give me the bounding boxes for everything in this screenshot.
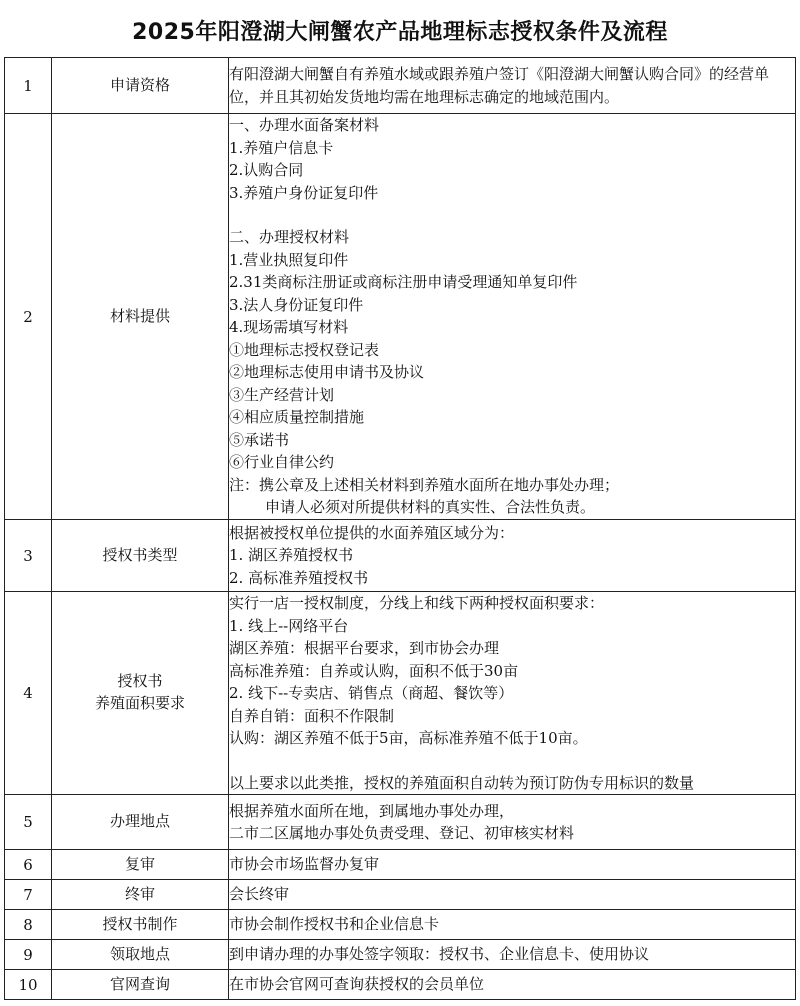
row-content (229, 880, 796, 910)
requirements-table (4, 57, 796, 1000)
content-line: ⑤承诺书 (229, 430, 290, 449)
row-number: 2 (5, 114, 52, 520)
content-line: 一、办理水面备案材料 (229, 116, 380, 135)
row-item (52, 850, 229, 880)
row-content (229, 795, 796, 850)
content-line: 认购：湖区养殖不低于5亩，高标准养殖不低于10亩。 (229, 729, 588, 747)
row-item-label: 养殖面积要求 (94, 694, 185, 712)
row-number: 1 (5, 58, 52, 114)
content-line: 2.31类商标注册证或商标注册申请受理通知单复印件 (229, 273, 578, 292)
page-title: 2025年阳澄湖大闸蟹农产品地理标志授权条件及流程 (132, 19, 668, 45)
row-item-label: 办理地点 (109, 812, 170, 831)
content-note-line: 申请人必须对所提供材料的真实性、合法性负责。 (265, 498, 596, 517)
content-line: 3.法人身份证复印件 (229, 295, 364, 314)
content-line: 1.营业执照复印件 (229, 250, 349, 269)
row-number: 6 (5, 850, 52, 880)
content-line: 二市二区属地办事处负责受理、登记、初审核实材料 (229, 824, 575, 842)
row-content (229, 910, 796, 940)
content-line: 3.养殖户身份证复印件 (229, 183, 379, 202)
table-row (5, 880, 796, 910)
row-item-label: 材料提供 (109, 306, 170, 325)
table-row (5, 910, 796, 940)
content-line: 二、办理授权材料 (229, 228, 350, 247)
row-item (52, 114, 229, 520)
row-content (229, 58, 796, 114)
content-line: 1. 湖区养殖授权书 (229, 546, 354, 565)
content-line: 在市协会官网可查询获授权的会员单位 (229, 975, 485, 994)
content-line: 会长终审 (229, 885, 290, 904)
row-content (229, 520, 796, 592)
row-number: 5 (5, 795, 52, 850)
table-row (5, 592, 796, 795)
content-line: 1.养殖户信息卡 (229, 138, 334, 157)
row-number: 3 (5, 520, 52, 592)
row-item-label: 授权书类型 (102, 545, 178, 564)
row-item-label: 领取地点 (109, 944, 170, 963)
content-line: 2. 高标准养殖授权书 (229, 568, 369, 587)
row-item (52, 910, 229, 940)
content-line: ③生产经营计划 (229, 385, 335, 404)
row-content (229, 940, 796, 970)
row-item (52, 970, 229, 1000)
row-item-label: 授权书 (117, 672, 163, 691)
content-line: 2.认购合同 (229, 161, 304, 180)
content-line: ②地理标志使用申请书及协议 (229, 363, 425, 382)
content-blank-line (229, 750, 795, 772)
row-number: 7 (5, 880, 52, 910)
row-item-label: 官网查询 (109, 974, 170, 993)
content-line: 市协会制作授权书和企业信息卡 (229, 915, 440, 934)
content-line: 1. 线上--网络平台 (229, 616, 349, 635)
row-number: 9 (5, 940, 52, 970)
table-row (5, 940, 796, 970)
row-item-label: 终审 (124, 884, 155, 903)
row-item (52, 58, 229, 114)
row-item (52, 880, 229, 910)
row-content (229, 970, 796, 1000)
row-item (52, 592, 229, 795)
table-row (5, 114, 796, 520)
row-item (52, 520, 229, 592)
table-row (5, 970, 796, 1000)
content-line: 湖区养殖：根据平台要求，到市协会办理 (229, 639, 500, 657)
row-item (52, 795, 229, 850)
table-row (5, 520, 796, 592)
content-line: 2. 线下--专卖店、销售点（商超、餐饮等） (229, 684, 514, 702)
content-line: 自养自销：面积不作限制 (229, 706, 395, 725)
table-row (5, 795, 796, 850)
row-content (229, 114, 796, 520)
content-line: 根据被授权单位提供的水面养殖区域分为： (229, 523, 515, 542)
row-item-label: 申请资格 (109, 75, 170, 94)
table-row (5, 850, 796, 880)
table-row (5, 58, 796, 114)
content-line: 到申请办理的办事处签字领取：授权书、企业信息卡、使用协议 (229, 945, 650, 964)
row-item-label: 授权书制作 (102, 914, 178, 933)
content-line: 以上要求以此类推，授权的养殖面积自动转为预订防伪专用标识的数量 (229, 773, 695, 792)
content-blank-line (229, 204, 795, 226)
row-content (229, 850, 796, 880)
row-item (52, 940, 229, 970)
content-line: 高标准养殖：自养或认购，面积不低于30亩 (229, 661, 519, 680)
content-line: ④相应质量控制措施 (229, 408, 365, 427)
row-content (229, 592, 796, 795)
content-line: ⑥行业自律公约 (229, 453, 335, 472)
content-line: 4.现场需填写材料 (229, 318, 349, 337)
content-note-line: 注：携公章及上述相关材料到养殖水面所在地办事处办理； (229, 475, 620, 494)
row-number: 4 (5, 592, 52, 795)
row-item-label: 复审 (124, 854, 155, 873)
content-line: ①地理标志授权登记表 (229, 340, 380, 359)
content-line: 根据养殖水面所在地，到属地办事处办理， (229, 801, 515, 820)
content-line: 有阳澄湖大闸蟹自有养殖水域或跟养殖户签订《阳澄湖大闸蟹认购合同》的经营单位，并且其初始发货地均需在地理标志确定的地域范围内。 (229, 65, 770, 106)
content-line: 市协会市场监督办复审 (229, 855, 380, 874)
row-number: 10 (5, 970, 52, 1000)
content-line: 实行一店一授权制度，分线上和线下两种授权面积要求： (229, 594, 605, 612)
row-number: 8 (5, 910, 52, 940)
